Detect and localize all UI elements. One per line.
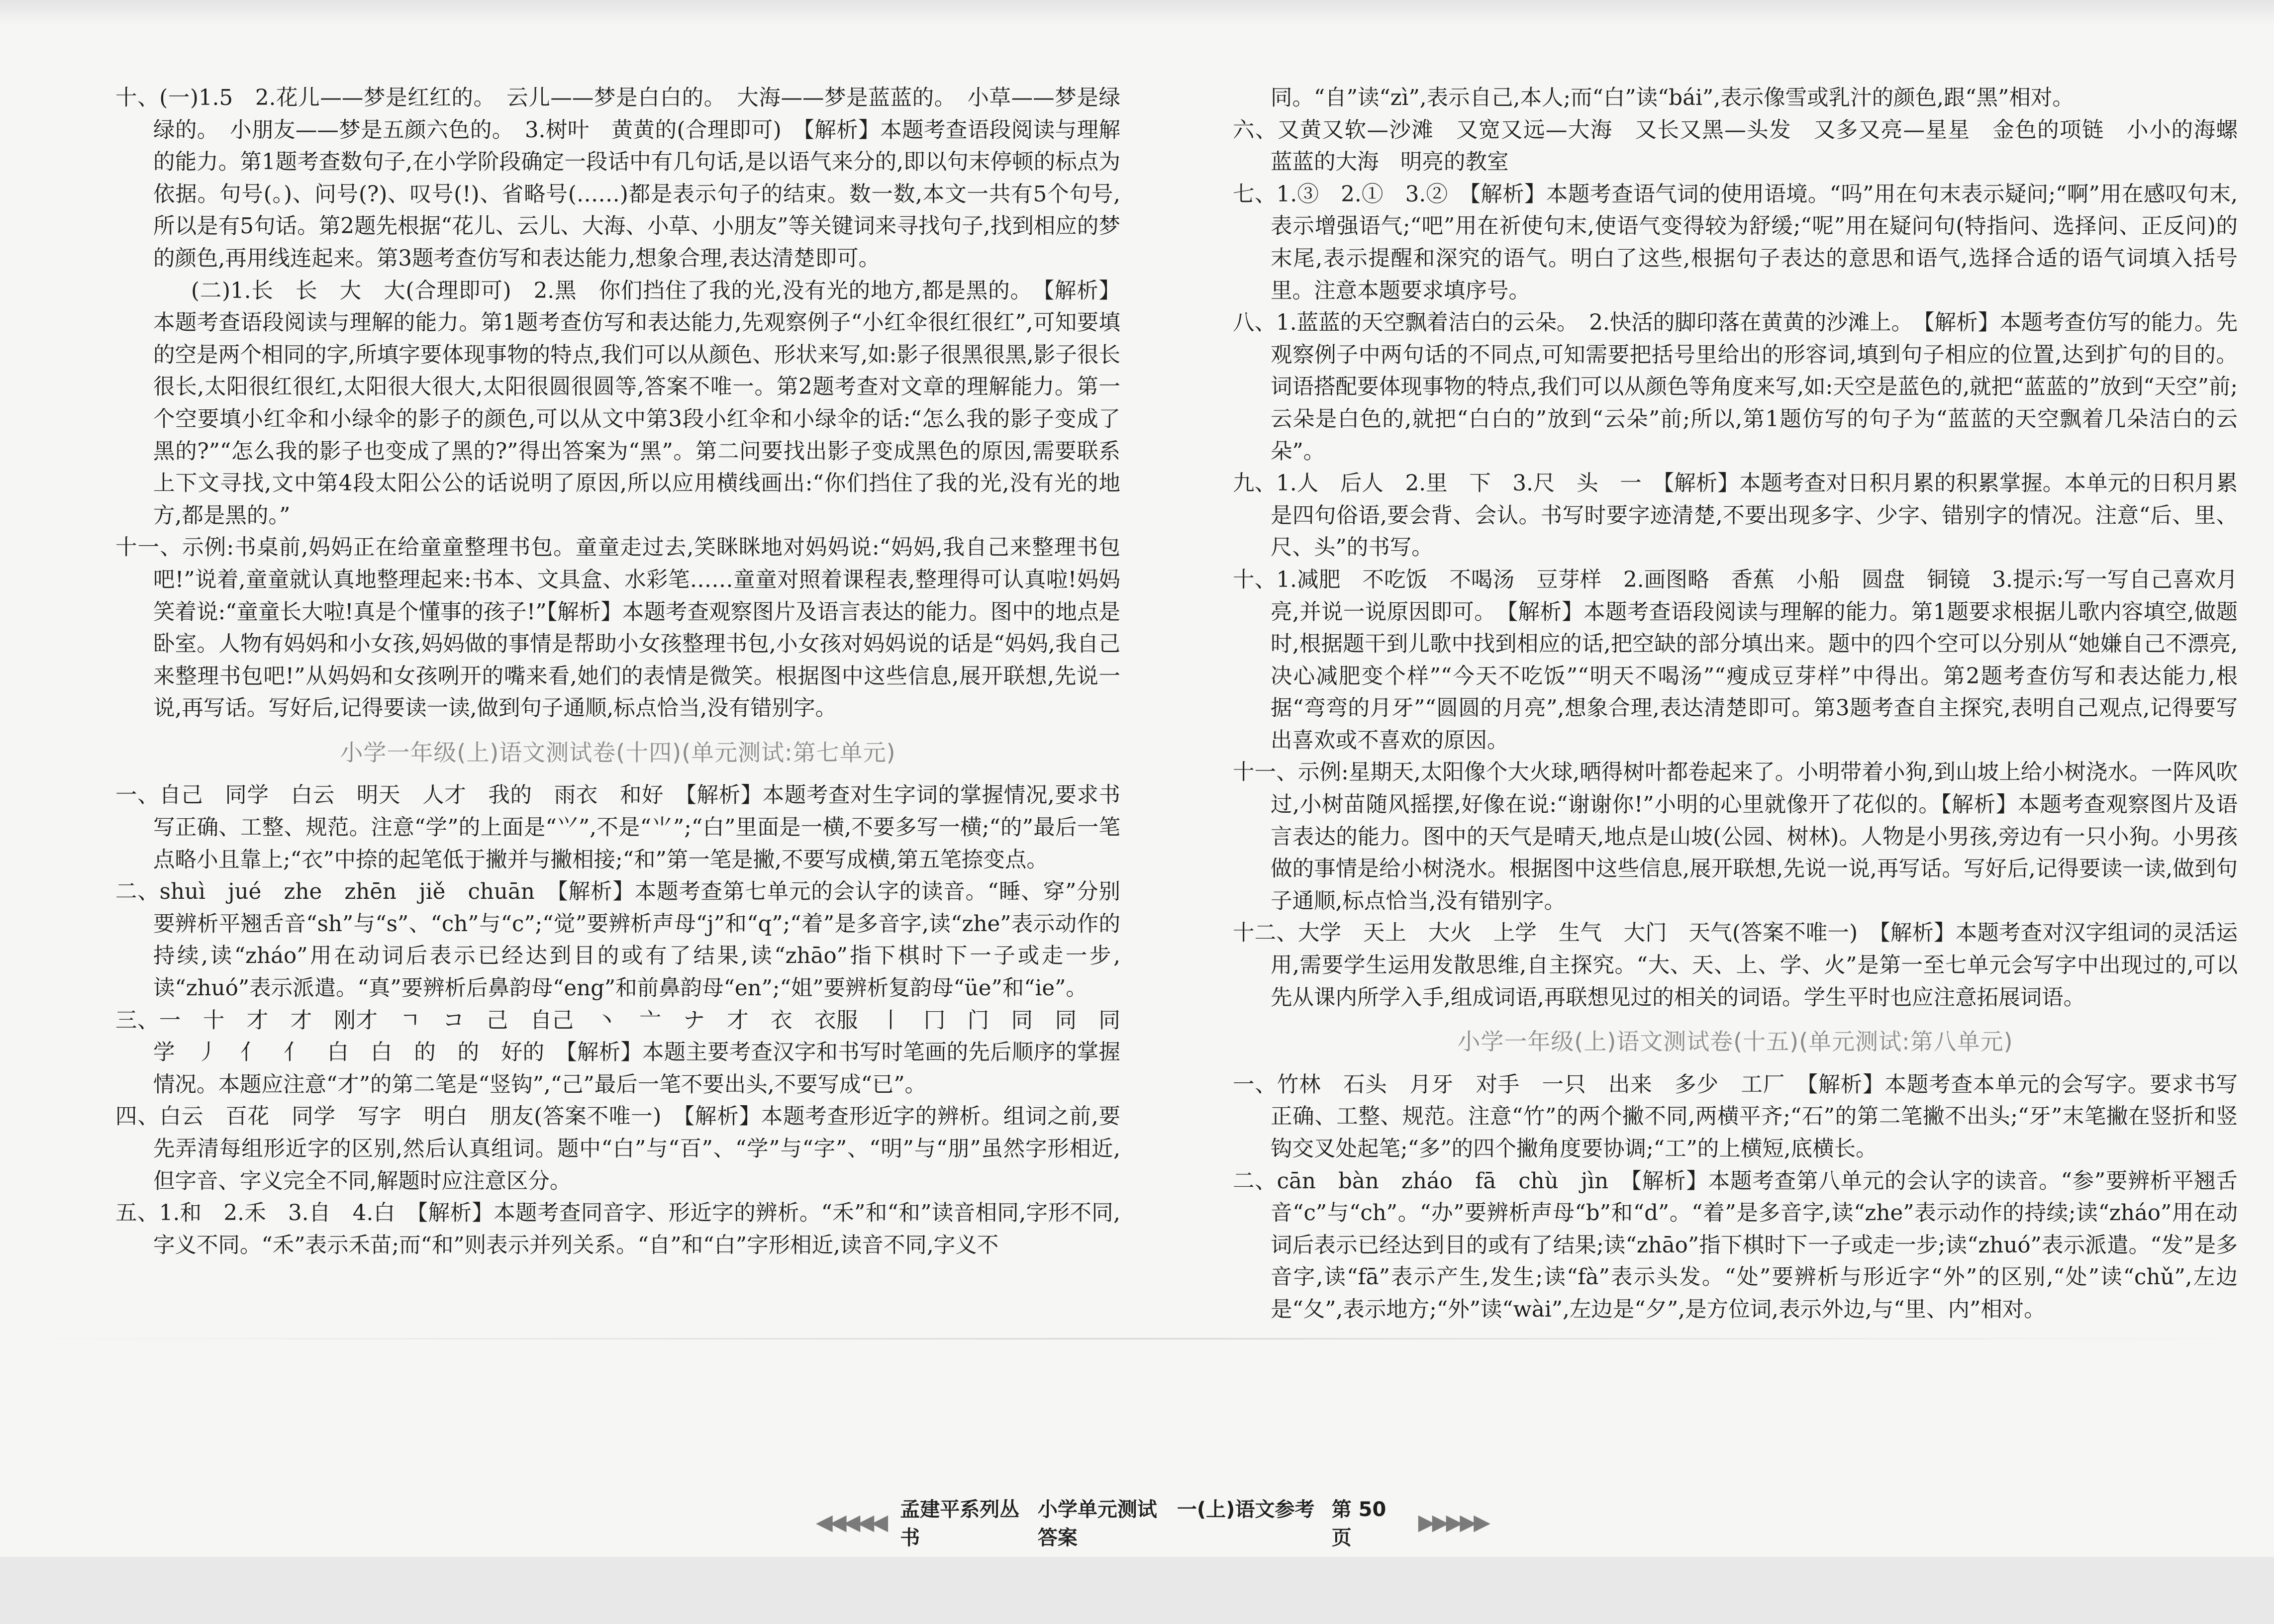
answer-t14-q4: 四、白云 百花 同学 写字 明白 朋友(答案不唯一) 【解析】本题考查形近字的辨析。组词之前,要先弄清每组形近字的区别,然后认真组词。题中“白”与“百”、“学”与“字”、“明”与“朋”虽然字形相近,但字音、字义完全不同,解题时应注意区分。: [115, 1104, 1120, 1194]
left-column: [115, 82, 1120, 1261]
page-number: 第 50 页: [1331, 1498, 1386, 1549]
answer-t14-q8: 八、1.蓝蓝的天空飘着洁白的云朵。 2.快活的脚印落在黄黄的沙滩上。 【解析】本题考查仿写的能力。先观察例子中两句话的不同点,可知需要把括号里给出的形容词,填到句子相应的位置,达到扩句的目的。词语搭配要体现事物的特点,我们可以从颜色等角度来写,如:天空是蓝色的,就把“蓝蓝的”放到“天空”前;云朵是白色的,就把“白白的”放到“云朵”前;所以,第1题仿写的句子为“蓝蓝的天空飘着几朵洁白的云朵”。: [1233, 310, 2238, 464]
answer-t14-q9: 九、1.人 后人 2.里 下 3.尺 头 一 【解析】本题考查对日积月累的积累掌握。本单元的日积月累是四句俗语,要会背、会认。书写时要字迹清楚,不要出现多字、少字、错别字的情况。注意“后、里、尺、头”的书写。: [1233, 471, 2238, 561]
page-bottom-margin: [0, 1557, 2274, 1624]
page-top-shadow: [0, 0, 2274, 25]
left-arrows-ornament: ◀◀◀◀◀: [816, 1509, 886, 1535]
answer-t14-q10: 十、1.减肥 不吃饭 不喝汤 豆芽样 2.画图略 香蕉 小船 圆盘 铜镜 3.提示:写一写自己喜欢月亮,并说一说原因即可。 【解析】本题考查语段阅读与理解的能力。第1题要求根据儿歌内容填空,做题时,根据题干到儿歌中找到相应的话,把空缺的部分填出来。题中的四个空可以分别从“她嫌自己不漂亮,决心减肥变个样”“今天不吃饭”“明天不喝汤”“瘦成豆芽样”中得出。第2题考查仿写和表达能力,根据“弯弯的月牙”“圆圆的月亮”,想象合理,表达清楚即可。第3题考查自主探究,表明自己观点,记得要写出喜欢或不喜欢的原因。: [1233, 567, 2238, 753]
right-arrows-ornament: ▶▶▶▶▶: [1418, 1509, 1487, 1535]
page-fold-line: [0, 1338, 2274, 1339]
answer-t14-q6: 六、又黄又软—沙滩 又宽又远—大海 又长又黑—头发 又多又亮—星星 金色的项链 小小的海螺 蓝蓝的大海 明亮的教室: [1233, 117, 2260, 175]
answer-t14-q5: 五、1.和 2.禾 3.自 4.白 【解析】本题考查同音字、形近字的辨析。“禾”和“和”读音相同,字形不同,字义不同。“禾”表示禾苗;而“和”则表示并列关系。“自”和“白”字形相近,读音不同,字义不: [115, 1201, 1120, 1258]
answer-t14-q3: 三、一 十 才 才 刚才 ㄱ コ 己 自己 丶 亠 ナ 才 衣 衣服 丨 冂 门 同 同 同学 丿 亻 亻 白 白 的 的 好的 【解析】本题主要考查汉字和书写时笔画的先后顺序的掌握情况。本题应注意“才”的第二笔是“竖钩”,“己”最后一笔不要出头,不要写成“已”。: [115, 1008, 1120, 1097]
answer-q11: 十一、示例:书桌前,妈妈正在给童童整理书包。童童走过去,笑眯眯地对妈妈说:“妈妈,我自己来整理书包吧!”说着,童童就认真地整理起来:书本、文具盒、水彩笔……童童对照着课程表,整理得可认真啦!妈妈笑着说:“童童长大啦!真是个懂事的孩子!”【解析】本题考查观察图片及语言表达的能力。图中的地点是卧室。人物有妈妈和小女孩,妈妈做的事情是帮助小女孩整理书包,小女孩对妈妈说的话是“妈妈,我自己来整理书包吧!”从妈妈和女孩咧开的嘴来看,她们的表情是微笑。根据图中这些信息,展开联想,先说一说,再写话。写好后,记得要读一读,做到句子通顺,标点恰当,没有错别字。: [115, 535, 1120, 721]
answer-t14-q1: 一、自己 同学 白云 明天 人才 我的 雨衣 和好 【解析】本题考查对生字词的掌握情况,要求书写正确、工整、规范。注意“学”的上面是“⺍”,不是“⺌”;“白”里面是一横,不要多写一横;“的”最后一笔点略小且靠上;“衣”中捺的起笔低于撇并与撇相接;“和”第一笔是撇,不要写成横,第五笔捺变点。: [115, 783, 1120, 872]
test-14-title: 小学一年级(上)语文测试卷(十四)(单元测试:第七单元): [340, 739, 896, 766]
page-footer: [816, 1498, 1487, 1549]
answer-t15-q1: 一、竹林 石头 月牙 对手 一只 出来 多少 工厂 【解析】本题考查本单元的会写字。要求书写正确、工整、规范。注意“竹”的两个撇不同,两横平齐;“石”的第二笔撇不出头;“牙”末笔撇在竖折和竖钩交叉处起笔;“多”的四个撇角度要协调;“工”的上横短,底横长。: [1233, 1072, 2238, 1161]
answer-q10-part2: (二)1.长 长 大 大(合理即可) 2.黑 你们挡住了我的光,没有光的地方,都是黑的。 【解析】本题考查语段阅读与理解的能力。第1题考查仿写和表达能力,先观察例子“小红伞很红很红”,可知要填的空是两个相同的字,所填字要体现事物的特点,我们可以从颜色、形状来写,如:影子很黑很黑,影子很长很长,太阳很红很红,太阳很大很大,太阳很圆很圆等,答案不唯一。第2题考查对文章的理解能力。第一个空要填小红伞和小绿伞的影子的颜色,可以从文中第3段小红伞和小绿伞的话:“怎么我的影子变成了黑的?”“怎么我的影子也变成了黑的?”得出答案为“黑”。第二问要找出影子变成黑色的原因,需要联系上下文寻找,文中第4段太阳公公的话说明了原因,所以应用横线画出:“你们挡住了我的光,没有光的地方,都是黑的。”: [153, 278, 1120, 528]
answer-t14-q7: 七、1.③ 2.① 3.② 【解析】本题考查语气词的使用语境。“吗”用在句末表示疑问;“啊”用在感叹句末,表示增强语气;“吧”用在祈使句末,使语气变得较为舒缓;“呢”用在疑问句(特指问、选择问、正反问)的末尾,表示提醒和深究的语气。明白了这些,根据句子表达的意思和语气,选择合适的语气词填入括号里。注意本题要求填序号。: [1233, 182, 2238, 303]
answer-t14-q5-continued: 同。“自”读“zì”,表示自己,本人;而“白”读“bái”,表示像雪或乳汁的颜色,跟“黑”相对。: [1271, 86, 2074, 110]
book-title: 小学单元测试 一(上)语文参考答案: [1037, 1498, 1315, 1549]
test-15-title: 小学一年级(上)语文测试卷(十五)(单元测试:第八单元): [1457, 1028, 2013, 1055]
answer-t14-q11: 十一、示例:星期天,太阳像个大火球,晒得树叶都卷起来了。小明带着小狗,到山坡上给小树浇水。一阵风吹过,小树苗随风摇摆,好像在说:“谢谢你!”小明的心里就像开了花似的。【解析】本题考查观察图片及语言表达的能力。图中的天气是晴天,地点是山坡(公园、树林)。人物是小男孩,旁边有一只小狗。小男孩做的事情是给小树浇水。根据图中这些信息,展开联想,先说一说,再写话。写好后,记得要读一读,做到句子通顺,标点恰当,没有错别字。: [1233, 760, 2238, 914]
answer-t14-q2: 二、shuì jué zhe zhēn jiě chuān 【解析】本题考查第七单元的会认字的读音。“睡、穿”分别要辨析平翘舌音“sh”与“s”、“ch”与“c”;“觉”要辨析声母“j”和“q”;“着”是多音字,读“zhe”表示动作的持续,读“zháo”用在动词后表示已经达到目的或有了结果,读“zhāo”指下棋时下一子或走一步,读“zhuó”表示派遣。“真”要辨析后鼻韵母“eng”和前鼻韵母“en”;“姐”要辨析复韵母“üe”和“ie”。: [115, 879, 1120, 1001]
answer-t15-q2: 二、cān bàn zháo fā chù jìn 【解析】本题考查第八单元的会认字的读音。“参”要辨析平翘舌音“c”与“ch”。“办”要辨析声母“b”和“d”。“着”是多音字,读“zhe”表示动作的持续;读“zháo”用在动词后表示已经达到目的或有了结果;读“zhāo”指下棋时下一子或走一步;读“zhuó”表示派遣。“发”是多音字,读“fā”表示产生,发生;读“fà”表示头发。“处”要辨析与形近字“外”的区别,“处”读“chǔ”,左边是“夂”,表示地方;“外”读“wài”,左边是“夕”,是方位词,表示外边,与“里、内”相对。: [1233, 1168, 2238, 1322]
right-column: [1233, 82, 2260, 1326]
answer-q10-part1: 十、(一)1.5 2.花儿——梦是红红的。 云儿——梦是白白的。 大海——梦是蓝蓝的。 小草——梦是绿绿的。 小朋友——梦是五颜六色的。 3.树叶 黄黄的(合理即可) 【解析】本题考查语段阅读与理解的能力。第1题考查数句子,在小学阶段确定一段话中有几句话,是以语气来分的,即以句末停顿的标点为依据。句号(。)、问号(?)、叹号(!)、省略号(……)都是表示句子的结束。数一数,本文一共有5个句号,所以是有5句话。第2题先根据“花儿、云儿、大海、小草、小朋友”等关键词来寻找句子,找到相应的梦的颜色,再用线连起来。第3题考查仿写和表达能力,想象合理,表达清楚即可。: [115, 86, 1120, 271]
series-name: 孟建平系列丛书: [900, 1498, 1020, 1549]
answer-t14-q12: 十二、大学 天上 大火 上学 生气 大门 天气(答案不唯一) 【解析】本题考查对汉字组词的灵活运用,需要学生运用发散思维,自主探究。“大、天、上、学、火”是第一至七单元会写字中出现过的,可以先从课内所学入手,组成词语,再联想见过的相关的词语。学生平时也应注意拓展词语。: [1233, 921, 2238, 1010]
